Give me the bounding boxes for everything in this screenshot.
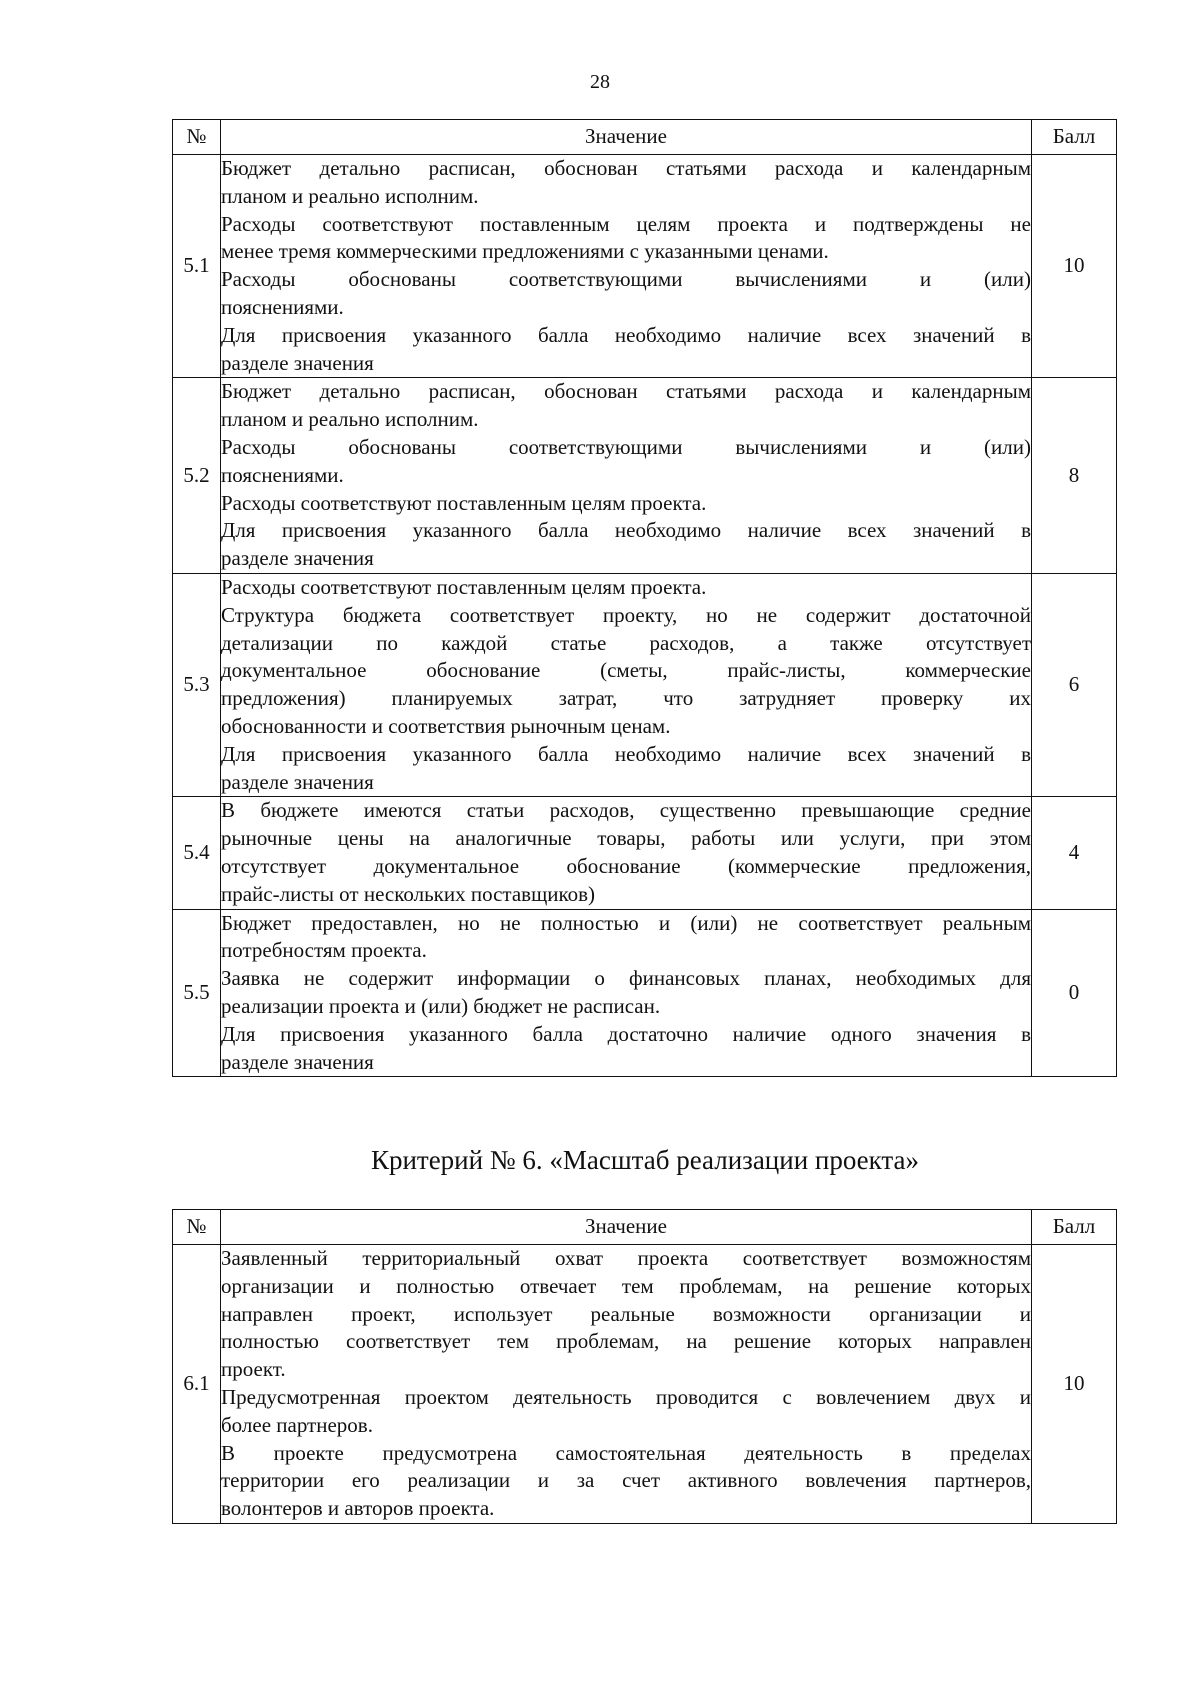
description-line: Расходы обоснованы соответствующими вычислениями и (или) (221, 434, 1031, 459)
header-no: № (173, 1210, 221, 1245)
header-value: Значение (221, 1210, 1032, 1245)
row-description (221, 378, 1032, 574)
description-line: менее тремя коммерческими предложениями с указанными ценами. (221, 239, 829, 264)
row-score: 8 (1032, 378, 1117, 574)
description-line: Бюджет детально расписан, обоснован статьями расхода и календарным (221, 156, 1031, 180)
description-line: детализации по каждой статье расходов, а также отсутствует (221, 630, 1031, 655)
description-line: полностью соответствует тем проблемам, на решение которых направлен (221, 1329, 1031, 1354)
row-number: 5.4 (173, 797, 221, 909)
description-line: планом и реально исполним. (221, 407, 479, 432)
description-line: В бюджете имеются статьи расходов, существенно превышающие средние (221, 798, 1031, 823)
description-line: Для присвоения указанного балла необходимо наличие всех значений в (221, 322, 1031, 347)
description-line: пояснениями. (221, 462, 344, 487)
header-value: Значение (221, 120, 1032, 155)
description-line: направлен проект, использует реальные возможности организации и (221, 1301, 1031, 1326)
description-line: Бюджет детально расписан, обоснован статьями расхода и календарным (221, 379, 1031, 404)
table-row (173, 1245, 1117, 1524)
description-line: Расходы соответствуют поставленным целям проекта и подтверждены не (221, 211, 1031, 236)
description-line: документальное обоснование (сметы, прайс-листы, коммерческие (221, 658, 1031, 683)
description-line: обоснованности и соответствия рыночным ценам. (221, 713, 671, 738)
description-line: Предусмотренная проектом деятельность проводится с вовлечением двух и (221, 1384, 1031, 1409)
table-row (173, 155, 1117, 378)
criterion-6-table (172, 1209, 1117, 1524)
description-line: Расходы обоснованы соответствующими вычислениями и (или) (221, 267, 1031, 292)
table-row (173, 797, 1117, 909)
description-line: более партнеров. (221, 1412, 373, 1437)
description-line: Заявленный территориальный охват проекта соответствует возможностям (221, 1246, 1031, 1270)
row-description (221, 1245, 1032, 1524)
page-number: 28 (590, 71, 610, 93)
description-line: Расходы соответствуют поставленным целям проекта. (221, 574, 707, 599)
description-line: Заявка не содержит информации о финансовых планах, необходимых для (221, 966, 1031, 991)
row-number: 5.5 (173, 909, 221, 1077)
description-line: Для присвоения указанного балла необходимо наличие всех значений в (221, 518, 1031, 543)
row-description (221, 797, 1032, 909)
description-line: реализации проекта и (или) бюджет не расписан. (221, 993, 661, 1018)
description-line: Структура бюджета соответствует проекту, но не содержит достаточной (221, 602, 1031, 627)
description-line: отсутствует документальное обоснование (коммерческие предложения, (221, 853, 1031, 878)
description-line: планом и реально исполним. (221, 183, 479, 208)
description-line: прайс-листы от нескольких поставщиков) (221, 881, 596, 906)
row-score: 10 (1032, 1245, 1117, 1524)
description-line: Бюджет предоставлен, но не полностью и (или) не соответствует реальным (221, 910, 1031, 935)
table-row (173, 378, 1117, 574)
row-description (221, 155, 1032, 378)
description-line: Для присвоения указанного балла необходимо наличие всех значений в (221, 741, 1031, 766)
description-line: Расходы соответствуют поставленным целям проекта. (221, 490, 707, 515)
description-line: территории его реализации и за счет активного вовлечения партнеров, (221, 1468, 1031, 1493)
description-line: проект. (221, 1357, 286, 1382)
description-line: рыночные цены на аналогичные товары, работы или услуги, при этом (221, 826, 1031, 851)
table-row (173, 909, 1117, 1077)
header-score: Балл (1032, 120, 1117, 155)
description-line: разделе значения (221, 769, 374, 794)
row-number: 5.1 (173, 155, 221, 378)
description-line: потребностям проекта. (221, 938, 427, 963)
table-row (173, 573, 1117, 796)
description-line: Для присвоения указанного балла достаточно наличие одного значения в (221, 1021, 1031, 1046)
row-number: 5.3 (173, 573, 221, 796)
row-number: 6.1 (173, 1245, 221, 1524)
description-line: пояснениями. (221, 294, 344, 319)
table-header-row (173, 120, 1117, 155)
description-line: организации и полностью отвечает тем проблемам, на решение которых (221, 1273, 1031, 1298)
row-description (221, 573, 1032, 796)
table-header-row (173, 1210, 1117, 1245)
row-score: 6 (1032, 573, 1117, 796)
criterion-6-heading: Критерий № 6. «Масштаб реализации проекта» (370, 1145, 920, 1175)
row-number: 5.2 (173, 378, 221, 574)
header-no: № (173, 120, 221, 155)
description-line: волонтеров и авторов проекта. (221, 1496, 495, 1521)
description-line: разделе значения (221, 546, 374, 571)
row-score: 10 (1032, 155, 1117, 378)
row-description (221, 909, 1032, 1077)
description-line: разделе значения (221, 1049, 374, 1074)
row-score: 0 (1032, 909, 1117, 1077)
description-line: предложения) планируемых затрат, что затрудняет проверку их (221, 686, 1031, 711)
header-score: Балл (1032, 1210, 1117, 1245)
criterion-5-table (172, 119, 1117, 1077)
description-line: разделе значения (221, 350, 374, 375)
description-line: В проекте предусмотрена самостоятельная деятельность в пределах (221, 1440, 1031, 1465)
row-score: 4 (1032, 797, 1117, 909)
